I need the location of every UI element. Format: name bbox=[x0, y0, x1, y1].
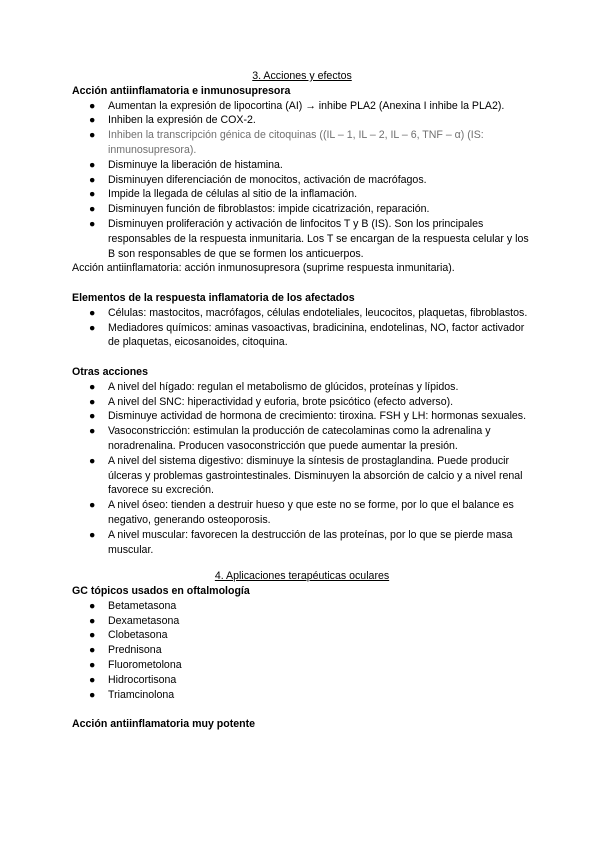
bullet-icon: ● bbox=[89, 499, 96, 512]
bullet-icon: ● bbox=[89, 306, 96, 319]
bullet-icon: ● bbox=[89, 217, 96, 230]
bullet-icon: ● bbox=[89, 673, 96, 686]
bullet-icon: ● bbox=[89, 380, 96, 393]
topical-gc-list bbox=[72, 599, 532, 703]
bullet-icon: ● bbox=[89, 321, 96, 334]
bullet-icon: ● bbox=[89, 629, 96, 642]
list-item bbox=[72, 202, 532, 217]
list-item-text: Fluorometolona bbox=[108, 659, 182, 672]
list-item bbox=[72, 688, 532, 703]
list-item-text: A nivel del sistema digestivo: disminuye la síntesis de prostaglandina. Puede producir úlceras y problemas gastrointestinales. Disminuyen la absorción de calcio y a nivel renal favorece su excreción. bbox=[108, 454, 523, 497]
list-item-text: Hidrocortisona bbox=[108, 673, 177, 686]
list-item bbox=[72, 424, 532, 454]
bullet-icon: ● bbox=[89, 454, 96, 467]
bullet-icon: ● bbox=[89, 425, 96, 438]
list-item-text: Células: mastocitos, macrófagos, células endoteliales, leucocitos, plaquetas, fibroblastos. bbox=[108, 306, 528, 319]
topical-gc-heading: GC tópicos usados en oftalmología bbox=[72, 585, 250, 598]
bullet-icon: ● bbox=[89, 614, 96, 627]
list-item bbox=[72, 628, 532, 643]
antiinflammatory-summary: Acción antiinflamatoria: acción inmunosupresora (suprime respuesta inmunitaria). bbox=[72, 262, 455, 275]
list-item-text: Inhiben la transcripción génica de citoquinas ((IL – 1, IL – 2, IL – 6, TNF – α) (IS: inmunosupresora). bbox=[108, 129, 484, 156]
list-item-text: Prednisona bbox=[108, 644, 162, 657]
bullet-icon: ● bbox=[89, 129, 96, 142]
list-item-text: Aumentan la expresión de lipocortina (AI) → inhibe PLA2 (Anexina I inhibe la PLA2). bbox=[108, 99, 505, 112]
list-item bbox=[72, 306, 532, 321]
list-item-text: Inhiben la expresión de COX-2. bbox=[108, 114, 256, 127]
other-actions-list bbox=[72, 380, 532, 558]
list-item bbox=[72, 409, 532, 424]
list-item-text: Impide la llegada de células al sitio de la inflamación. bbox=[108, 188, 358, 201]
list-item-text: Disminuyen diferenciación de monocitos, activación de macrófagos. bbox=[108, 173, 427, 186]
list-item bbox=[72, 321, 532, 351]
list-item-text: Mediadores químicos: aminas vasoactivas, bradicinina, endotelinas, NO, factor activador de plaquetas, eicosanoides, citoquina. bbox=[108, 321, 525, 349]
list-item-text: A nivel muscular: favorecen la destrucción de las proteínas, por lo que se pierde masa muscular. bbox=[108, 528, 513, 556]
inflammatory-elements-list bbox=[72, 306, 532, 350]
list-item bbox=[72, 99, 532, 114]
bullet-icon: ● bbox=[89, 203, 96, 216]
antiinflammatory-heading: Acción antiinflamatoria e inmunosupresora bbox=[72, 84, 291, 97]
section-3-title: 3. Acciones y efectos bbox=[252, 70, 352, 82]
list-item bbox=[72, 187, 532, 202]
list-item bbox=[72, 528, 532, 558]
list-item bbox=[72, 173, 532, 188]
list-item-text: Disminuye la liberación de histamina. bbox=[108, 158, 283, 171]
list-item bbox=[72, 217, 532, 261]
bullet-icon: ● bbox=[89, 395, 96, 408]
list-item-text: Disminuyen proliferación y activación de linfocitos T y B (IS). Son los principales responsables de la respuesta inmunitaria. Los T se encargan de la respuesta celular y los B son responsables de que se formen los anticuerpos. bbox=[108, 217, 529, 260]
bullet-icon: ● bbox=[89, 99, 96, 112]
list-item bbox=[72, 599, 532, 614]
list-item bbox=[72, 395, 532, 410]
potent-action-heading: Acción antiinflamatoria muy potente bbox=[72, 718, 256, 731]
list-item bbox=[72, 658, 532, 673]
list-item-text: Triamcinolona bbox=[108, 688, 175, 701]
list-item bbox=[72, 128, 532, 158]
list-item-text: Disminuye actividad de hormona de crecimiento: tiroxina. FSH y LH: hormonas sexuales. bbox=[108, 410, 527, 423]
bullet-icon: ● bbox=[89, 688, 96, 701]
bullet-icon: ● bbox=[89, 188, 96, 201]
bullet-icon: ● bbox=[89, 659, 96, 672]
bullet-icon: ● bbox=[89, 114, 96, 127]
bullet-icon: ● bbox=[89, 599, 96, 612]
list-item-text: Dexametasona bbox=[108, 614, 180, 627]
inflammatory-elements-heading: Elementos de la respuesta inflamatoria de los afectados bbox=[72, 291, 355, 304]
list-item bbox=[72, 673, 532, 688]
list-item-text: A nivel del SNC: hiperactividad y euforia, brote psicótico (efecto adverso). bbox=[108, 395, 454, 408]
bullet-icon: ● bbox=[89, 644, 96, 657]
section-4-title: 4. Aplicaciones terapéuticas oculares bbox=[214, 570, 390, 583]
bullet-icon: ● bbox=[89, 528, 96, 541]
bullet-icon: ● bbox=[89, 173, 96, 186]
other-actions-heading: Otras acciones bbox=[72, 365, 148, 378]
list-item-text: Betametasona bbox=[108, 599, 177, 612]
list-item-text: A nivel óseo: tienden a destruir hueso y que este no se forme, por lo que el balance es negativo, generando osteoporosis. bbox=[108, 499, 514, 526]
list-item-text: Disminuyen función de fibroblastos: impide cicatrización, reparación. bbox=[108, 203, 430, 216]
antiinflammatory-list bbox=[72, 99, 532, 262]
list-item bbox=[72, 498, 532, 528]
list-item bbox=[72, 158, 532, 173]
list-item bbox=[72, 454, 532, 498]
list-item bbox=[72, 614, 532, 629]
list-item bbox=[72, 643, 532, 658]
document-page bbox=[72, 69, 532, 732]
list-item bbox=[72, 113, 532, 128]
bullet-icon: ● bbox=[89, 410, 96, 423]
list-item bbox=[72, 380, 532, 395]
list-item-text: A nivel del hígado: regulan el metabolismo de glúcidos, proteínas y lípidos. bbox=[108, 380, 459, 393]
bullet-icon: ● bbox=[89, 158, 96, 171]
list-item-text: Vasoconstricción: estimulan la producción de catecolaminas como la adrenalina y noradrenalina. Producen vasoconstricción que puede aumentar la presión. bbox=[108, 425, 491, 452]
list-item-text: Clobetasona bbox=[108, 629, 168, 642]
